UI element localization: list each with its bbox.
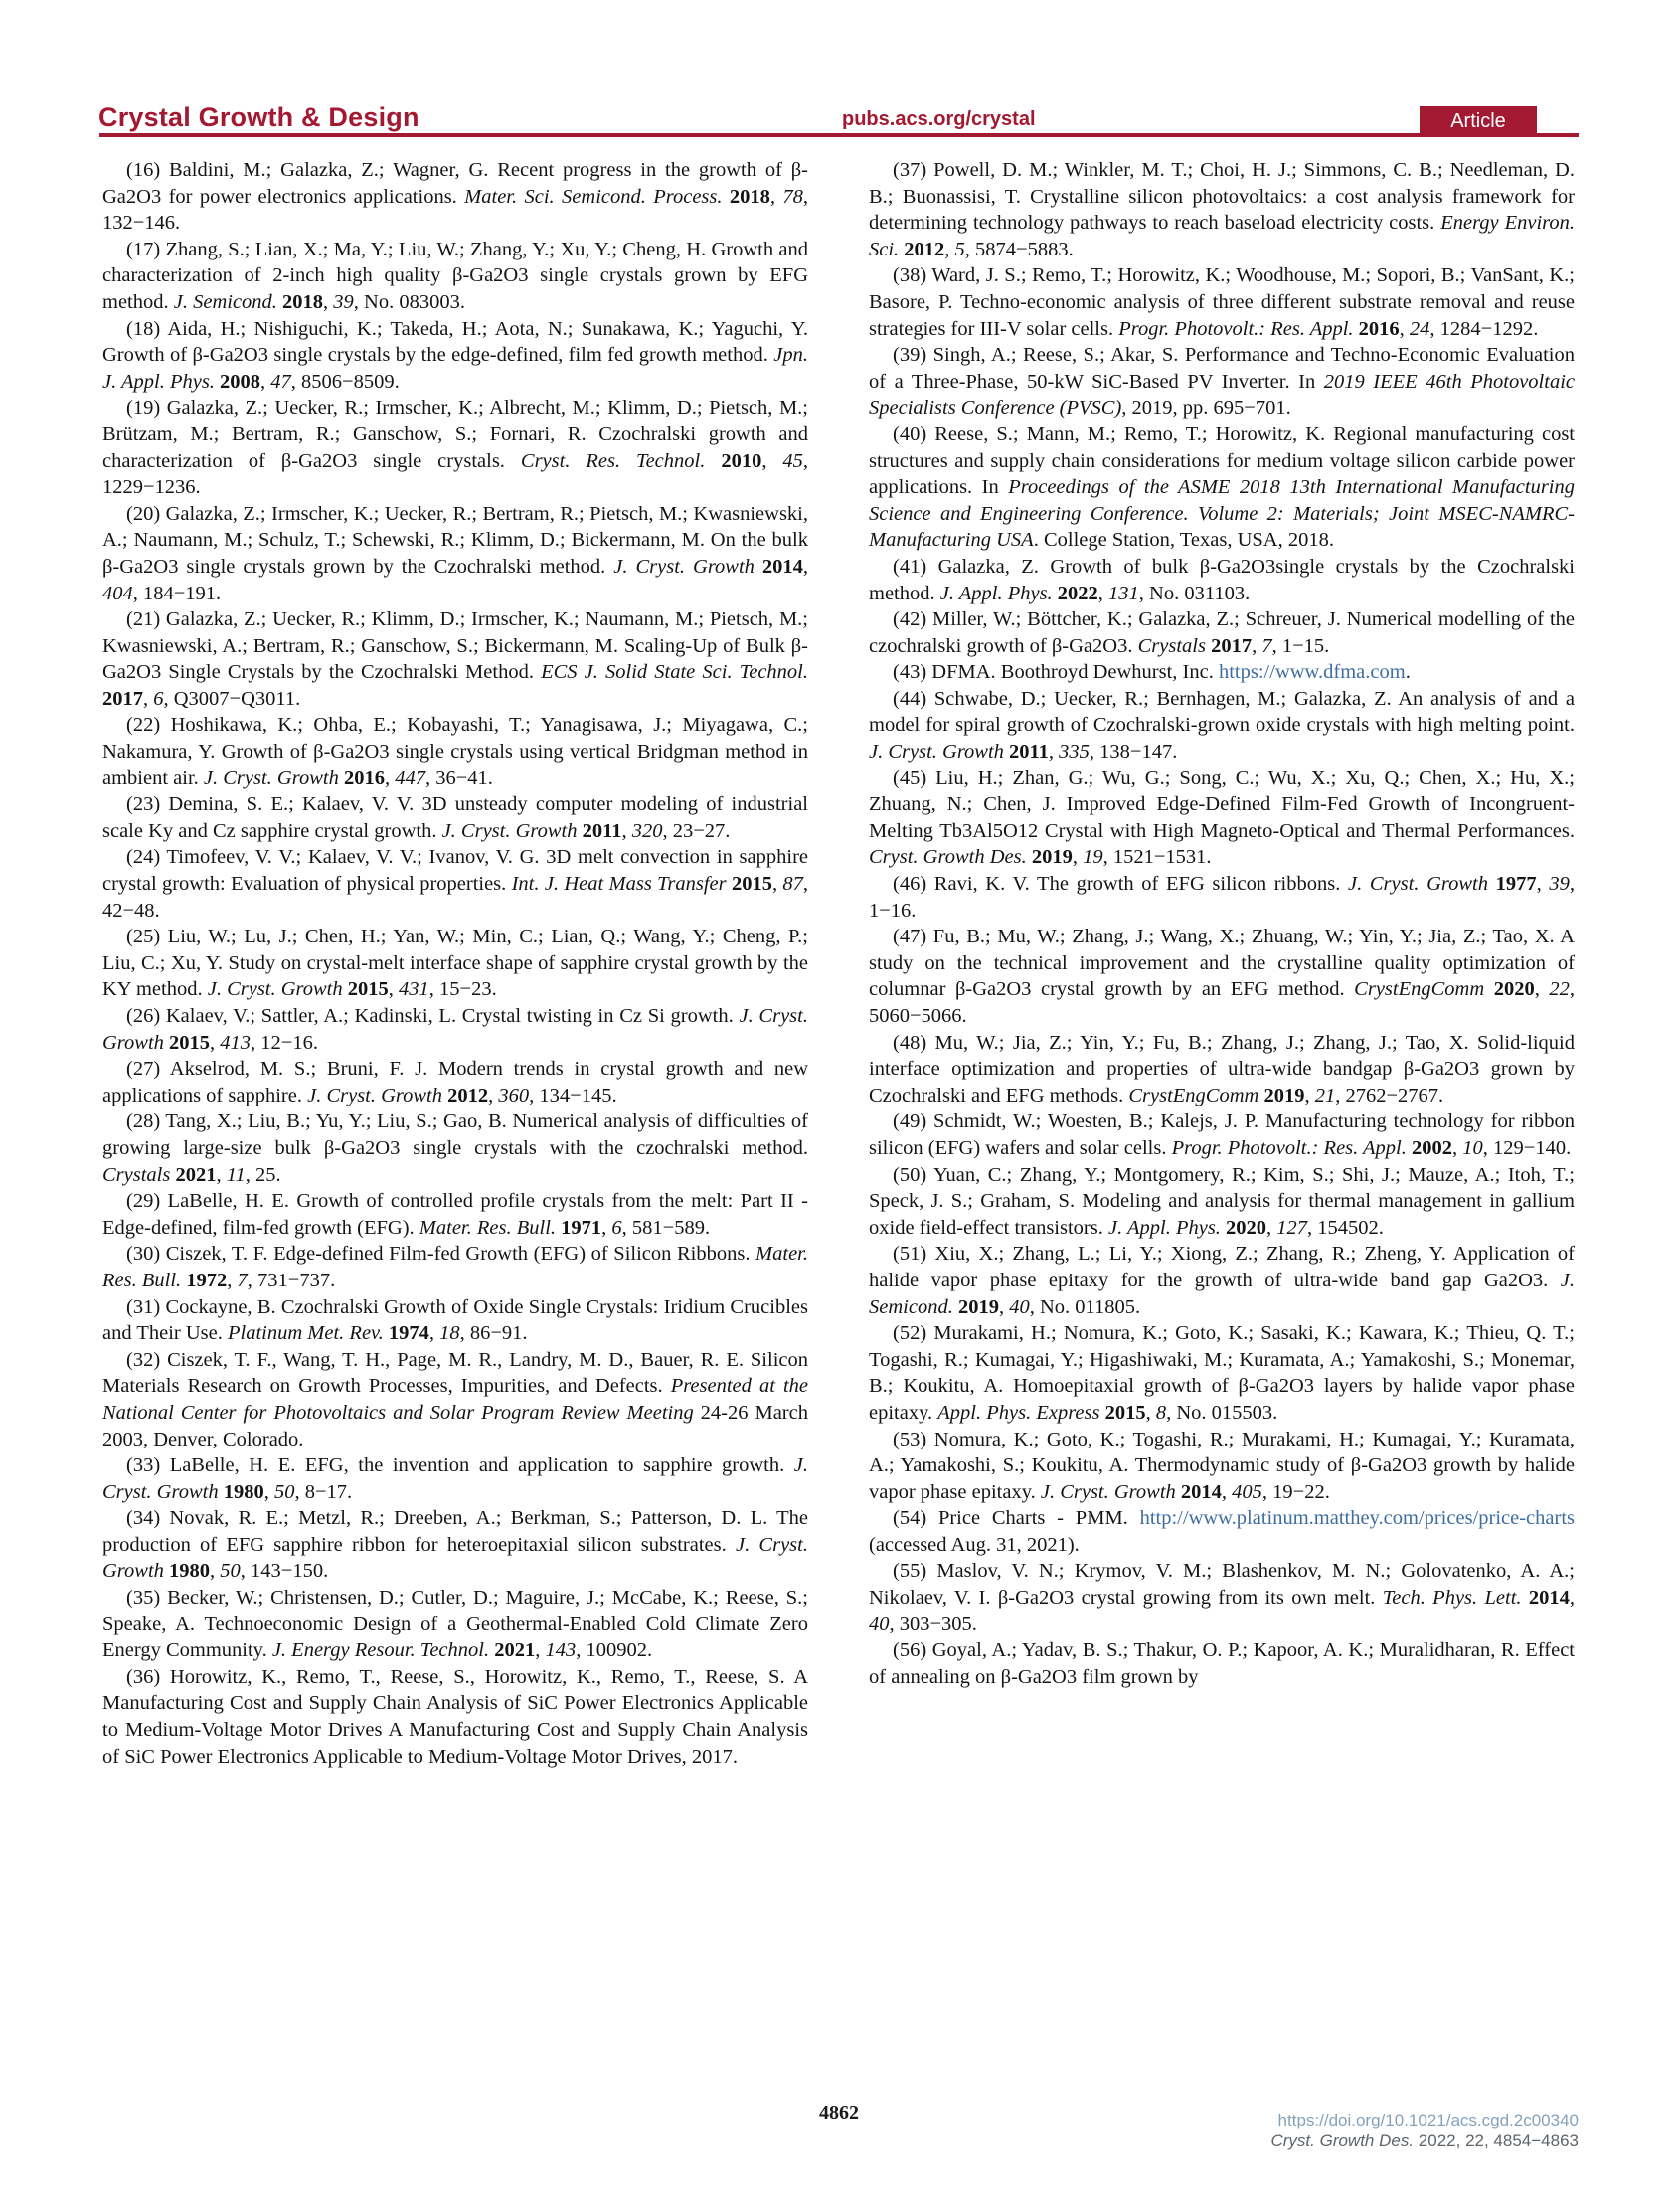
reference-year: 2022	[1057, 582, 1098, 604]
reference-text: , 1−15.	[1271, 634, 1330, 657]
reference-text: ,	[1536, 873, 1550, 896]
reference-item	[102, 844, 808, 924]
reference-text: , 42−48.	[102, 873, 809, 922]
reference-item	[102, 712, 808, 791]
reference-text: (34) Novak, R. E.; Metzl, R.; Dreeben, A.; Berkman, S.; Patterson, D. L. The production of EFG sapphire ribbon for heteroepitaxial silicon substrates.	[102, 1507, 808, 1556]
reference-text: ,	[1534, 978, 1550, 1001]
reference-text: (47) Fu, B.; Mu, W.; Zhang, J.; Wang, X.; Zhuang, W.; Yin, Y.; Jia, Z.; Tao, X. A study on the technical improvement and the crystalline quality optimization of columnar β-Ga2O3 crystal growth by an EFG method.	[869, 926, 1575, 1001]
reference-text: ,	[216, 1163, 227, 1186]
footer-journal-abbrev: Cryst. Growth Des.	[1270, 2131, 1415, 2150]
reference-italic-text: 40	[869, 1613, 890, 1635]
reference-year: 2020	[1226, 1216, 1267, 1239]
reference-text: ,	[944, 238, 955, 260]
reference-item	[869, 342, 1575, 422]
reference-text: (17) Zhang, S.; Lian, X.; Ma, Y.; Liu, W.; Zhang, Y.; Xu, Y.; Cheng, H. Growth and characterization of 2-inch high quality β-Ga2O3 single crystals grown by EFG method.	[102, 238, 808, 313]
reference-text: , No. 083003.	[353, 290, 465, 313]
footer-citation-block	[1270, 2110, 1579, 2151]
reference-text: ,	[428, 1322, 440, 1345]
reference-italic-text: J. Cryst. Growth	[1348, 873, 1496, 896]
reference-italic-text: 431	[399, 978, 429, 1001]
reference-italic-text: Crystals	[102, 1163, 176, 1186]
reference-italic-text: J. Appl. Phys.	[939, 582, 1058, 604]
reference-italic-text: Jpn. J. Appl. Phys.	[102, 344, 808, 393]
reference-year: 2011	[582, 819, 622, 842]
reference-italic-text: 143	[545, 1639, 577, 1662]
reference-year: 2019	[957, 1295, 999, 1318]
reference-text: , 132−146.	[102, 185, 808, 235]
footer-citation	[1270, 2130, 1579, 2151]
reference-year: 2017	[102, 687, 143, 710]
reference-item	[102, 924, 808, 1003]
reference-text: , 36−41.	[424, 766, 493, 789]
reference-text: , 23−27.	[662, 819, 731, 842]
reference-text: (52) Murakami, H.; Nomura, K.; Goto, K.; Sasaki, K.; Kawara, K.; Thieu, Q. T.; Togashi, R.; Kumagai, Y.; Higashiwaki, M.; Kuramata, A.; Yamakoshi, S.; Monemar, B.; Koukitu, A. Homoepitaxial growth of β-Ga2O3 layers by halide vapor phase epitaxy.	[869, 1322, 1575, 1424]
reference-italic-text: Mater. Sci. Semicond. Process.	[464, 185, 730, 208]
reference-text: , 581−589.	[621, 1216, 711, 1239]
reference-item	[102, 237, 808, 316]
reference-text: , No. 011805.	[1029, 1295, 1141, 1318]
reference-year: 1972	[186, 1269, 228, 1291]
reference-text: (54) Price Charts - PMM.	[893, 1507, 1140, 1530]
reference-year: 1974	[388, 1322, 429, 1345]
reference-text: .	[1405, 661, 1411, 684]
reference-text: (35) Becker, W.; Christensen, D.; Cutler, D.; Maguire, J.; McCabe, K.; Reese, S.; Speake, A. Technoeconomic Design of a Geothermal-Enabled Cold Climate Zero Energy Community.	[102, 1587, 808, 1662]
references-column-right	[869, 157, 1575, 1690]
reference-text: ,	[488, 1084, 499, 1106]
reference-text: , 129−140.	[1482, 1136, 1572, 1159]
reference-text: (24) Timofeev, V. V.; Kalaev, V. V.; Ivanov, V. G. 3D melt convection in sapphire crystal growth: Evaluation of physical properties.	[102, 846, 808, 896]
reference-item	[102, 1347, 808, 1452]
reference-text: (56) Goyal, A.; Yadav, B. S.; Thakur, O. P.; Kapoor, A. K.; Muralidharan, R. Effect of annealing on β-Ga2O3 film grown by	[869, 1639, 1575, 1688]
reference-text: (55) Maslov, V. N.; Krymov, V. M.; Blashenkov, M. N.; Golovatenko, A. A.; Nikolaev, V. I. β-Ga2O3 crystal growing from its own melt.	[869, 1560, 1575, 1610]
reference-item	[102, 606, 808, 712]
reference-italic-text: Mater. Res. Bull.	[419, 1216, 562, 1239]
reference-italic-text: Platinum Met. Rev.	[228, 1322, 389, 1345]
reference-text: (20) Galazka, Z.; Irmscher, K.; Uecker, R.; Bertram, R.; Pietsch, M.; Kwasniewski, A.; Naumann, M.; Schulz, T.; Schewski, R.; Klimm, D.; Bickermann, M. On the bulk β-Ga2O3 single crystals grown by the Czochralski method.	[102, 502, 808, 578]
reference-year: 1980	[169, 1560, 211, 1583]
reference-text: (50) Yuan, C.; Zhang, Y.; Montgomery, R.; Kim, S.; Shi, J.; Mauze, A.; Itoh, T.; Speck, J. S.; Graham, S. Modeling and analysis for thermal management in gallium oxide field-effect transistors.	[869, 1163, 1575, 1239]
reference-text: (accessed Aug. 31, 2021).	[869, 1533, 1080, 1556]
reference-item	[869, 422, 1575, 554]
reference-text: ,	[388, 978, 400, 1001]
reference-text: (48) Mu, W.; Jia, Z.; Yin, Y.; Fu, B.; Zhang, J.; Zhang, J.; Tao, X. Solid-liquid interface optimization and properties of ultra-wide bandgap β-Ga2O3 grown by Czochralski and EFG methods.	[869, 1031, 1575, 1106]
reference-italic-text: CrystEngComm	[1354, 978, 1494, 1001]
reference-text: , 731−737.	[247, 1269, 336, 1291]
reference-item	[869, 1505, 1575, 1558]
reference-text: ,	[1304, 1084, 1315, 1106]
reference-year: 2015	[169, 1031, 211, 1054]
reference-text: . College Station, Texas, USA, 2018.	[1033, 529, 1334, 552]
reference-year: 2010	[721, 449, 762, 472]
reference-year: 2016	[1358, 317, 1400, 340]
reference-text: ,	[535, 1639, 546, 1662]
reference-italic-text: 40	[1009, 1295, 1030, 1318]
reference-text: ,	[263, 1480, 274, 1503]
reference-text: , 2019, pp. 695−701.	[1121, 397, 1291, 420]
reference-text: (25) Liu, W.; Lu, J.; Chen, H.; Yan, W.; Min, C.; Lian, Q.; Wang, Y.; Cheng, P.; Liu, C.; Xu, Y. Study on crystal-melt interface shape of sapphire crystal growth by the KY method.	[102, 926, 808, 1001]
reference-text: ,	[260, 370, 271, 393]
reference-year: 2014	[761, 555, 803, 578]
reference-year: 1980	[223, 1480, 264, 1503]
reference-text: (23) Demina, S. E.; Kalaev, V. V. 3D unsteady computer modeling of industrial scale Ky and Cz sapphire crystal growth.	[102, 793, 808, 842]
reference-text: , 303−305.	[889, 1613, 977, 1635]
reference-year: 2014	[1180, 1480, 1222, 1503]
reference-text: ,	[1252, 634, 1262, 657]
reference-year: 2012	[904, 238, 945, 260]
reference-year: 2021	[494, 1639, 536, 1662]
reference-italic-text: 360	[498, 1084, 530, 1106]
reference-item	[102, 1241, 808, 1293]
reference-italic-text: Int. J. Heat Mass Transfer	[511, 873, 732, 896]
reference-text: (32) Ciszek, T. F., Wang, T. H., Page, M. R., Landry, M. D., Bauer, R. E. Silicon Materials Research on Growth Processes, Impurities, and Defects.	[102, 1348, 808, 1398]
reference-item	[102, 1294, 808, 1347]
reference-text: ,	[761, 449, 783, 472]
reference-text: , 5060−5066.	[869, 978, 1575, 1027]
reference-year: 1971	[561, 1216, 602, 1239]
article-type-badge: Article	[1420, 106, 1537, 137]
reference-italic-text: J. Semicond.	[173, 290, 283, 313]
reference-text: (29) LaBelle, H. E. Growth of controlled profile crystals from the melt: Part II - Edge-defined, film-fed growth (EFG).	[102, 1190, 808, 1239]
reference-text: , 154502.	[1307, 1216, 1384, 1239]
reference-item	[869, 871, 1575, 924]
reference-text: ,	[771, 873, 783, 896]
reference-italic-text: J. Appl. Phys.	[1108, 1216, 1227, 1239]
reference-italic-text: Cryst. Growth Des.	[869, 846, 1032, 869]
reference-italic-text: 5	[954, 238, 965, 260]
reference-italic-text: 47	[270, 370, 291, 393]
reference-year: 2018	[729, 185, 770, 208]
reference-text: (41) Galazka, Z. Growth of bulk β-Ga2O3single crystals by the Czochralski method.	[869, 555, 1575, 604]
reference-item	[102, 316, 808, 396]
reference-italic-text: Tech. Phys. Lett.	[1382, 1587, 1529, 1610]
reference-text: , 143−150.	[240, 1560, 329, 1583]
reference-text: ,	[621, 819, 632, 842]
reference-text: (51) Xiu, X.; Zhang, L.; Li, Y.; Xiong, Z.; Zhang, R.; Zheng, Y. Application of halide vapor phase epitaxy for the growth of ultra-wide band gap Ga2O3.	[869, 1243, 1575, 1291]
reference-text: ,	[1145, 1401, 1156, 1424]
reference-year: 2020	[1493, 978, 1535, 1001]
reference-text: (22) Hoshikawa, K.; Ohba, E.; Kobayashi, T.; Yanagisawa, J.; Miyagawa, C.; Nakamura, Y. Growth of β-Ga2O3 single crystals using vertical Bridgman method in ambient air.	[102, 714, 808, 789]
reference-text: ,	[1097, 582, 1109, 604]
reference-text: , 1284−1292.	[1429, 317, 1539, 340]
reference-item	[102, 1585, 808, 1664]
reference-italic-text: J. Cryst. Growth	[441, 819, 583, 842]
reference-text: (18) Aida, H.; Nishiguchi, K.; Takeda, H.; Aota, N.; Sunakawa, K.; Yaguchi, Y. Growth of β-Ga2O3 single crystals by the edge-defined, film fed growth method.	[102, 317, 808, 367]
reference-text: (16) Baldini, M.; Galazka, Z.; Wagner, G. Recent progress in the growth of β-Ga2O3 for power electronics applications.	[102, 159, 808, 208]
reference-text: (45) Liu, H.; Zhan, G.; Wu, G.; Song, C.; Wu, X.; Xu, Q.; Chen, X.; Hu, X.; Zhuang, N.; Chen, J. Improved Edge-Defined Film-Fed Growth of Incongruent-Melting Tb3Al5O12 Crystal with High Magneto-Optical and Thermal Performances.	[869, 766, 1575, 842]
reference-item	[869, 554, 1575, 606]
reference-year: 2012	[447, 1084, 489, 1106]
reference-text: (36) Horowitz, K., Remo, T., Reese, S., Horowitz, K., Remo, T., Reese, S. A Manufacturing Cost and Supply Chain Analysis of SiC Power Electronics Applicable to Medium-Voltage Motor Drives A Manufacturing Cost and Supply Chain Analysis of SiC Power Electronics Applicable to Medium-Voltage Motor Drives, 2017.	[102, 1665, 808, 1768]
reference-text: , 100902.	[576, 1639, 653, 1662]
reference-italic-text: J. Cryst. Growth	[102, 1533, 808, 1583]
reference-italic-text: J. Cryst. Growth	[203, 766, 344, 789]
reference-item	[869, 157, 1575, 262]
reference-text: ,	[1569, 1587, 1575, 1610]
reference-item	[869, 659, 1575, 686]
reference-italic-text: 131	[1108, 582, 1139, 604]
reference-text: ,	[1452, 1136, 1463, 1159]
reference-text: , 184−191.	[132, 582, 222, 604]
reference-text: (53) Nomura, K.; Goto, K.; Togashi, R.; Murakami, H.; Kumagai, Y.; Kuramata, A.; Yamakoshi, S.; Koukitu, A. Thermodynamic study of β-Ga2O3 growth by halide vapor phase epitaxy.	[869, 1428, 1575, 1503]
reference-item	[869, 1427, 1575, 1506]
reference-year: 2019	[1263, 1084, 1305, 1106]
reference-text: (44) Schwabe, D.; Uecker, R.; Bernhagen, M.; Galazka, Z. An analysis of and a model for spiral growth of Czochralski-grown oxide crystals with high melting point.	[869, 687, 1575, 737]
reference-text: , 8506−8509.	[290, 370, 400, 393]
reference-text: , 25.	[245, 1163, 281, 1186]
reference-item	[102, 395, 808, 500]
reference-italic-text: 8	[1155, 1401, 1167, 1424]
reference-italic-text: J. Cryst. Growth	[102, 1005, 808, 1054]
reference-year: 2017	[1211, 634, 1253, 657]
reference-item	[102, 791, 808, 844]
reference-italic-text: 45	[782, 449, 803, 472]
reference-italic-text: Presented at the National Center for Photovoltaics and Solar Program Review Meeting	[102, 1375, 809, 1424]
reference-italic-text: Energy Environ. Sci.	[869, 212, 1575, 260]
reference-item	[869, 924, 1575, 1029]
reference-italic-text: 22	[1549, 978, 1570, 1001]
reference-italic-text: J. Cryst. Growth	[102, 1454, 808, 1503]
reference-italic-text: 335	[1059, 741, 1090, 764]
reference-italic-text: 127	[1276, 1216, 1308, 1239]
reference-italic-text: 447	[395, 766, 425, 789]
reference-item	[869, 1241, 1575, 1320]
reference-text: (42) Miller, W.; Böttcher, K.; Galazka, Z.; Schreuer, J. Numerical modelling of the czochralski growth of β-Ga2O3.	[869, 608, 1575, 657]
reference-italic-text: Cryst. Res. Technol.	[520, 449, 722, 472]
reference-text: ,	[1221, 1480, 1233, 1503]
reference-italic-text: 87	[782, 873, 803, 896]
reference-italic-text: Progr. Photovolt.: Res. Appl.	[1171, 1136, 1413, 1159]
reference-text: , 5874−5883.	[964, 238, 1074, 260]
reference-text: , 134−145.	[529, 1084, 617, 1106]
reference-text: (37) Powell, D. M.; Winkler, M. T.; Choi, H. J.; Simmons, C. B.; Needleman, D. B.; Buonassisi, T. Crystalline silicon photovoltaics: a cost analysis framework for determining technology pathways to reach baseload electricity costs.	[869, 159, 1575, 235]
reference-text: , 15−23.	[428, 978, 497, 1001]
reference-text: ,	[802, 555, 808, 578]
reference-text: (40) Reese, S.; Mann, M.; Remo, T.; Horowitz, K. Regional manufacturing cost structures and supply chain considerations for medium voltage silicon carbide power applications. In	[869, 423, 1575, 499]
reference-text: (38) Ward, J. S.; Remo, T.; Horowitz, K.; Woodhouse, M.; Sopori, B.; VanSant, K.; Basore, P. Techno-economic analysis of three different substrate removal and reuse strategies for III-V solar cells.	[869, 264, 1575, 340]
reference-year: 2015	[1104, 1401, 1146, 1424]
reference-item	[869, 262, 1575, 342]
reference-item	[869, 1558, 1575, 1637]
reference-italic-text: 50	[273, 1480, 295, 1503]
journal-title: Crystal Growth & Design	[98, 102, 420, 132]
reference-text: , 1521−1531.	[1102, 846, 1212, 869]
reference-text: (21) Galazka, Z.; Uecker, R.; Klimm, D.; Irmscher, K.; Naumann, M.; Pietsch, M.; Kwasniewski, A.; Bertram, R.; Ganschow, S.; Bickermann, M. Scaling-Up of Bulk β-Ga2O3 Single Crystals by the Czochralski Method.	[102, 608, 808, 684]
reference-italic-text: 11	[226, 1163, 246, 1186]
reference-text: ,	[210, 1560, 221, 1583]
reference-item	[869, 766, 1575, 871]
reference-text: (27) Akselrod, M. S.; Bruni, F. J. Modern trends in crystal growth and new applications of sapphire.	[102, 1058, 808, 1106]
reference-text: (30) Ciszek, T. F. Edge-defined Film-fed Growth (EFG) of Silicon Ribbons.	[126, 1243, 756, 1266]
reference-italic-text: 24	[1409, 317, 1430, 340]
reference-text: 24-26 March 2003, Denver, Colorado.	[102, 1401, 808, 1450]
reference-item	[102, 501, 808, 606]
reference-italic-text: J. Cryst. Growth	[1040, 1480, 1181, 1503]
reference-year: 2019	[1031, 846, 1073, 869]
reference-text: , No. 015503.	[1166, 1401, 1278, 1424]
reference-italic-text: ECS J. Solid State Sci. Technol.	[541, 661, 808, 684]
reference-year: 2002	[1412, 1136, 1453, 1159]
reference-item	[102, 1188, 808, 1241]
reference-text: ,	[1048, 741, 1060, 764]
reference-text: ,	[210, 1031, 221, 1054]
reference-text: ,	[384, 766, 396, 789]
reference-text: , No. 031103.	[1138, 582, 1251, 604]
reference-text: , 1229−1236.	[102, 449, 809, 499]
reference-italic-text: J. Cryst. Growth	[613, 555, 762, 578]
reference-text: (31) Cockayne, B. Czochralski Growth of Oxide Single Crystals: Iridium Crucibles and Their Use.	[102, 1295, 808, 1345]
reference-text: ,	[227, 1269, 238, 1291]
reference-year: 2008	[220, 370, 261, 393]
reference-item	[869, 606, 1575, 659]
reference-url-link[interactable]: https://www.dfma.com	[1218, 661, 1406, 684]
reference-italic-text: 21	[1314, 1084, 1336, 1106]
reference-italic-text: Crystals	[1137, 634, 1212, 657]
reference-item	[869, 1320, 1575, 1426]
reference-item	[102, 157, 808, 237]
reference-url-link[interactable]: http://www.platinum.matthey.com/prices/price-charts	[1139, 1507, 1575, 1530]
reference-italic-text: 39	[333, 290, 354, 313]
reference-text: ,	[601, 1216, 612, 1239]
reference-text: , 1−16.	[869, 873, 1576, 922]
reference-italic-text: 78	[782, 185, 803, 208]
reference-italic-text: 320	[631, 819, 663, 842]
reference-item	[869, 1030, 1575, 1109]
reference-italic-text: 404	[102, 582, 133, 604]
reference-text: , 12−16.	[251, 1031, 318, 1054]
reference-item	[102, 1003, 808, 1056]
reference-item	[102, 1452, 808, 1505]
reference-text: (33) LaBelle, H. E. EFG, the invention and application to sapphire growth.	[126, 1454, 794, 1477]
reference-italic-text: J. Cryst. Growth	[207, 978, 348, 1001]
reference-item	[102, 1664, 808, 1770]
reference-year: 2011	[1009, 741, 1049, 764]
reference-item	[869, 1162, 1575, 1242]
reference-item	[869, 1108, 1575, 1161]
reference-italic-text: 19	[1083, 846, 1103, 869]
reference-italic-text: 39	[1549, 873, 1570, 896]
reference-year: 2014	[1528, 1587, 1570, 1610]
reference-text: , 19−22.	[1261, 1480, 1330, 1503]
reference-italic-text: J. Cryst. Growth	[307, 1084, 448, 1106]
reference-text: ,	[769, 185, 783, 208]
reference-italic-text: 7	[1261, 634, 1272, 657]
reference-italic-text: 413	[220, 1031, 252, 1054]
reference-text: , 2762−2767.	[1335, 1084, 1444, 1106]
reference-italic-text: 6	[153, 687, 164, 710]
reference-italic-text: J. Semicond.	[869, 1269, 1575, 1318]
reference-italic-text: 7	[237, 1269, 248, 1291]
reference-item	[869, 1637, 1575, 1690]
reference-year: 2015	[731, 873, 772, 896]
reference-text: ,	[143, 687, 154, 710]
reference-text: , 86−91.	[459, 1322, 528, 1345]
reference-year: 2016	[343, 766, 385, 789]
reference-italic-text: Progr. Photovolt.: Res. Appl.	[1118, 317, 1359, 340]
reference-italic-text: 6	[611, 1216, 622, 1239]
reference-text: , Q3007−Q3011.	[163, 687, 301, 710]
reference-text: (28) Tang, X.; Liu, B.; Yu, Y.; Liu, S.; Gao, B. Numerical analysis of difficulties of growing large-size bulk β-Ga2O3 single crystals with the czochralski method.	[102, 1110, 808, 1159]
footer-citation-detail: 2022, 22, 4854−4863	[1414, 2131, 1579, 2150]
reference-italic-text: 10	[1462, 1136, 1483, 1159]
reference-text: , 8−17.	[294, 1480, 353, 1503]
reference-italic-text: 50	[220, 1560, 241, 1583]
reference-italic-text: J. Cryst. Growth	[869, 741, 1010, 764]
reference-text: (49) Schmidt, W.; Woesten, B.; Kalejs, J. P. Manufacturing technology for ribbon silicon (EFG) wafers and solar cells.	[869, 1110, 1575, 1159]
reference-italic-text: 18	[439, 1322, 460, 1345]
reference-item	[869, 686, 1575, 766]
reference-italic-text: Mater. Res. Bull.	[102, 1243, 808, 1291]
doi-link[interactable]: https://doi.org/10.1021/acs.cgd.2c00340	[1277, 2111, 1579, 2129]
reference-text: (43) DFMA. Boothroyd Dewhurst, Inc.	[893, 661, 1219, 684]
reference-text: (19) Galazka, Z.; Uecker, R.; Irmscher, K.; Albrecht, M.; Klimm, D.; Pietsch, M.; Brützam, M.; Bertram, R.; Ganschow, S.; Fornari, R. Czochralski growth and characterization of β-Ga2O3 single crystals.	[102, 397, 808, 472]
reference-item	[102, 1056, 808, 1108]
reference-text: (46) Ravi, K. V. The growth of EFG silicon ribbons.	[893, 873, 1348, 896]
reference-text: ,	[323, 290, 334, 313]
reference-italic-text: 2019 IEEE 46th Photovoltaic Specialists Conference (PVSC)	[869, 370, 1575, 420]
reference-italic-text: Appl. Phys. Express	[937, 1401, 1105, 1424]
reference-italic-text: 405	[1232, 1480, 1262, 1503]
reference-text: ,	[1399, 317, 1410, 340]
reference-year: 1977	[1495, 873, 1537, 896]
reference-text: (39) Singh, A.; Reese, S.; Akar, S. Performance and Techno-Economic Evaluation of a Three-Phase, 50-kW SiC-Based PV Inverter. In	[869, 344, 1575, 393]
reference-text: ,	[1266, 1216, 1277, 1239]
pubs-url-link[interactable]: pubs.acs.org/crystal	[842, 108, 1036, 130]
reference-italic-text: Proceedings of the ASME 2018 13th International Manufacturing Science and Engineering Conference. Volume 2: Materials; Joint MSEC-NAMRC-Manufacturing USA	[869, 476, 1575, 552]
reference-year: 2015	[347, 978, 389, 1001]
reference-text: ,	[1072, 846, 1084, 869]
reference-text: (26) Kalaev, V.; Sattler, A.; Kadinski, L. Crystal twisting in Cz Si growth.	[126, 1005, 740, 1027]
reference-text: , 138−147.	[1089, 741, 1178, 764]
references-column-left	[102, 157, 808, 1770]
reference-year: 2021	[175, 1163, 217, 1186]
reference-text: ,	[998, 1295, 1010, 1318]
reference-item	[102, 1505, 808, 1585]
header-divider	[99, 133, 1579, 137]
reference-year: 2018	[282, 290, 324, 313]
page-number: 4862	[819, 2102, 859, 2124]
reference-item	[102, 1108, 808, 1188]
reference-italic-text: J. Energy Resour. Technol.	[271, 1639, 495, 1662]
reference-italic-text: CrystEngComm	[1128, 1084, 1264, 1106]
